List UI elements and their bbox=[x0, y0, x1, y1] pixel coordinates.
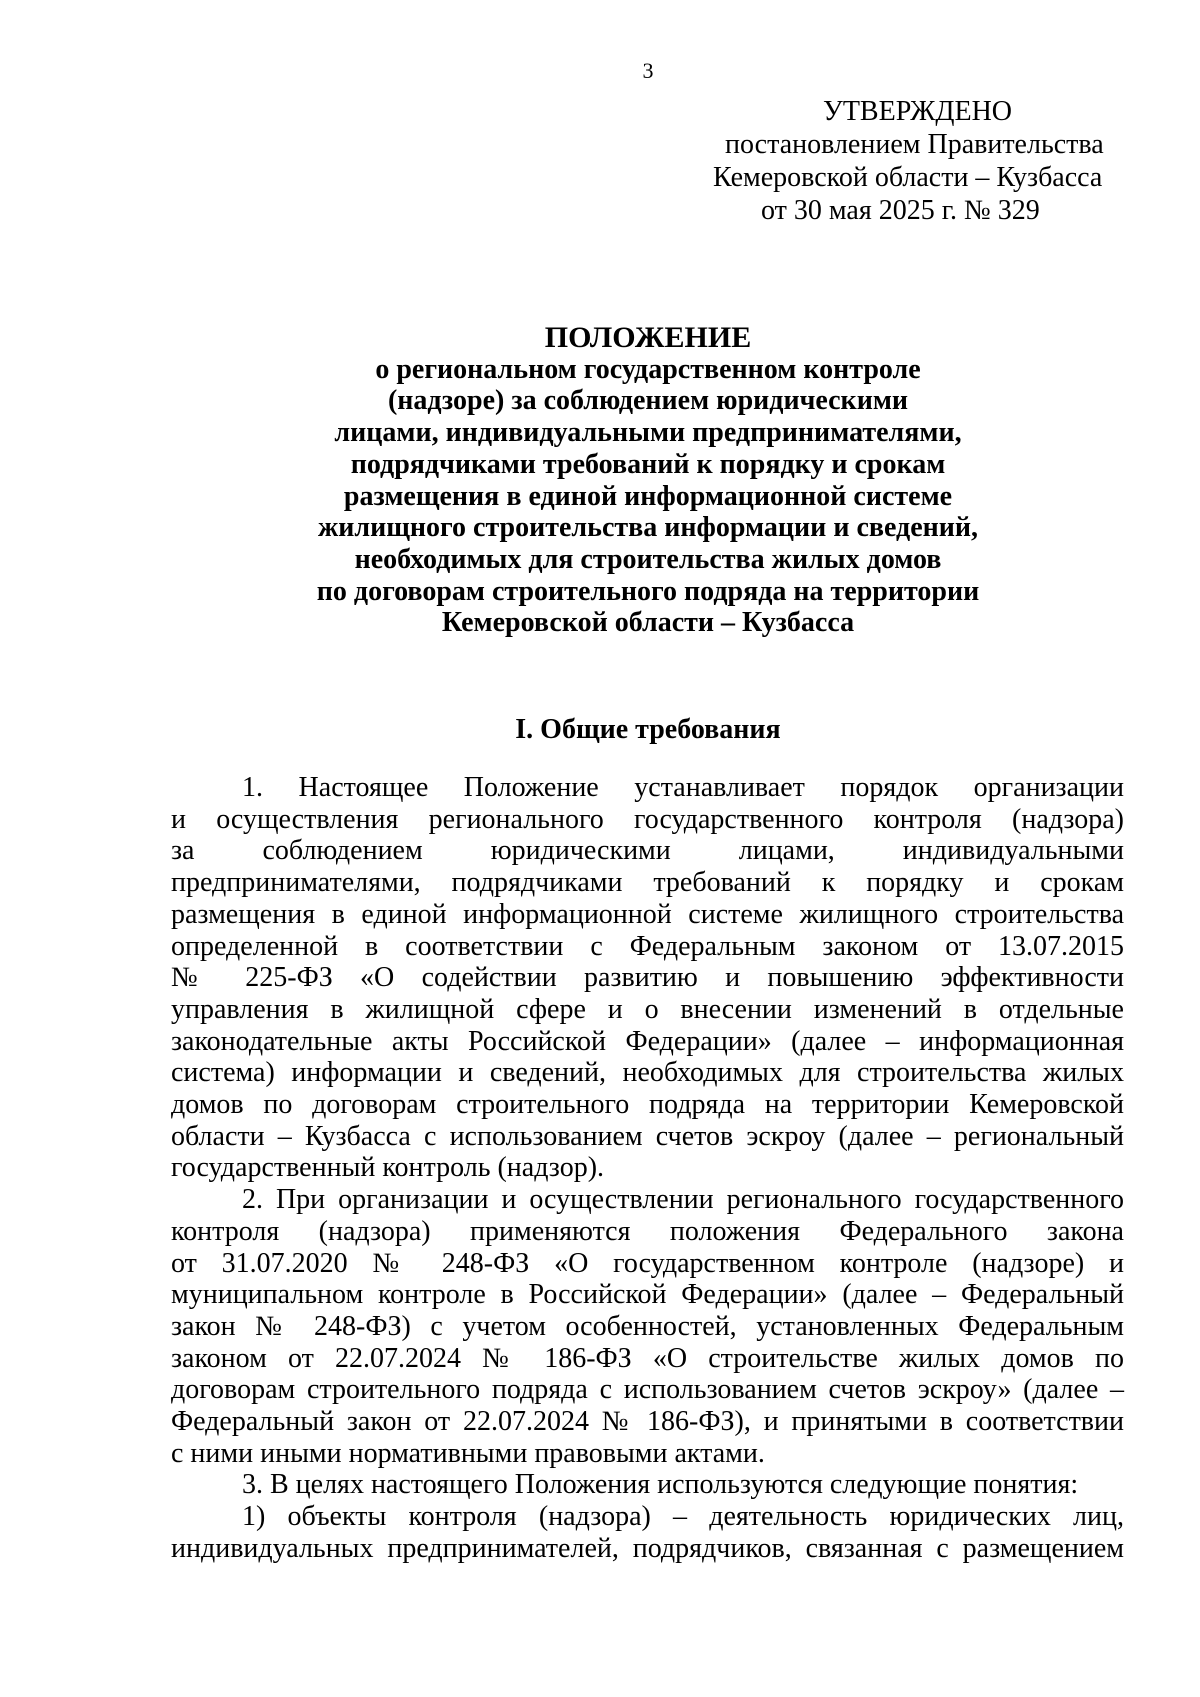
approval-line-approved: УТВЕРЖДЕНО bbox=[823, 96, 1013, 127]
title-line: жилищного строительства информации и сведений, bbox=[317, 512, 979, 544]
text-line: контроля (надзора) применяются положения Федерального закона bbox=[171, 1215, 1124, 1247]
text-line: 3. В целях настоящего Положения используются следующие понятия: bbox=[242, 1469, 1079, 1501]
document-body bbox=[171, 772, 1124, 1565]
text-line: за соблюдением юридическими лицами, индивидуальными bbox=[171, 835, 1124, 867]
title-heading: ПОЛОЖЕНИЕ bbox=[544, 321, 752, 354]
text-line: 2. При организации и осуществлении регионального государственного bbox=[242, 1184, 1124, 1216]
approval-line-date: от 30 мая 2025 г. № 329 bbox=[761, 195, 1040, 226]
paragraph-1 bbox=[171, 772, 1124, 1184]
text-line: 1) объекты контроля (надзора) – деятельность юридических лиц, bbox=[242, 1501, 1124, 1533]
text-line: муниципальном контроле в Российской Федерации» (далее – Федеральный bbox=[171, 1279, 1124, 1311]
text-line: управления в жилищной сфере и о внесении изменений в отдельные bbox=[171, 993, 1124, 1025]
text-line: индивидуальных предпринимателей, подрядчиков, связанная с размещением bbox=[171, 1532, 1124, 1564]
text-line: договорам строительного подряда с использованием счетов эскроу» (далее – bbox=[171, 1374, 1124, 1406]
document-title bbox=[170, 322, 1126, 639]
title-line: по договорам строительного подряда на территории bbox=[316, 575, 980, 607]
text-line: определенной в соответствии с Федеральным законом от 13.07.2015 bbox=[171, 930, 1124, 962]
title-line: Кемеровской области – Кузбасса bbox=[441, 607, 855, 639]
page-number: 3 bbox=[642, 58, 654, 83]
text-line: с ними иными нормативными правовыми актами. bbox=[171, 1437, 765, 1469]
title-line: (надзоре) за соблюдением юридическими bbox=[387, 385, 909, 417]
text-line: Федеральный закон от 22.07.2024 № 186-ФЗ), и принятыми в соответствии bbox=[171, 1406, 1124, 1438]
paragraph-4 bbox=[171, 1501, 1124, 1564]
text-line: домов по договорам строительного подряда на территории Кемеровской bbox=[171, 1089, 1124, 1121]
text-line: № 225-ФЗ «О содействии развитию и повышению эффективности bbox=[171, 962, 1124, 994]
approval-line-resolution: постановлением Правительства bbox=[725, 129, 1104, 160]
text-line: 1. Настоящее Положение устанавливает порядок организации bbox=[242, 772, 1124, 803]
text-line: законодательные акты Российской Федерации» (далее – информационная bbox=[171, 1025, 1124, 1057]
text-line: государственный контроль (надзор). bbox=[171, 1152, 605, 1184]
text-line: от 31.07.2020 № 248-ФЗ «О государственном контроле (надзоре) и bbox=[171, 1247, 1124, 1279]
paragraph-3 bbox=[171, 1469, 1124, 1501]
section-heading: I. Общие требования bbox=[515, 714, 781, 745]
text-line: области – Кузбасса с использованием счетов эскроу (далее – региональный bbox=[171, 1120, 1124, 1152]
title-line: о региональном государственном контроле bbox=[375, 353, 921, 385]
text-line: законом от 22.07.2024 № 186-ФЗ «О строительстве жилых домов по bbox=[171, 1342, 1124, 1374]
title-line: подрядчиками требований к порядку и срокам bbox=[350, 448, 946, 480]
text-line: закон № 248-ФЗ) с учетом особенностей, установленных Федеральным bbox=[171, 1310, 1124, 1342]
title-line: размещения в единой информационной системе bbox=[343, 480, 953, 512]
title-line: лицами, индивидуальными предпринимателями, bbox=[334, 417, 962, 449]
text-line: размещения в единой информационной системе жилищного строительства bbox=[171, 898, 1124, 930]
text-line: предпринимателями, подрядчиками требований к порядку и срокам bbox=[171, 867, 1124, 899]
text-line: и осуществления регионального государственного контроля (надзора) bbox=[171, 803, 1124, 835]
approval-line-region: Кемеровской области – Кузбасса bbox=[713, 162, 1103, 193]
title-line: необходимых для строительства жилых домов bbox=[354, 543, 942, 575]
approval-stamp-block bbox=[708, 95, 1128, 227]
paragraph-2 bbox=[171, 1184, 1124, 1469]
text-line: система) информации и сведений, необходимых для строительства жилых bbox=[171, 1057, 1124, 1089]
